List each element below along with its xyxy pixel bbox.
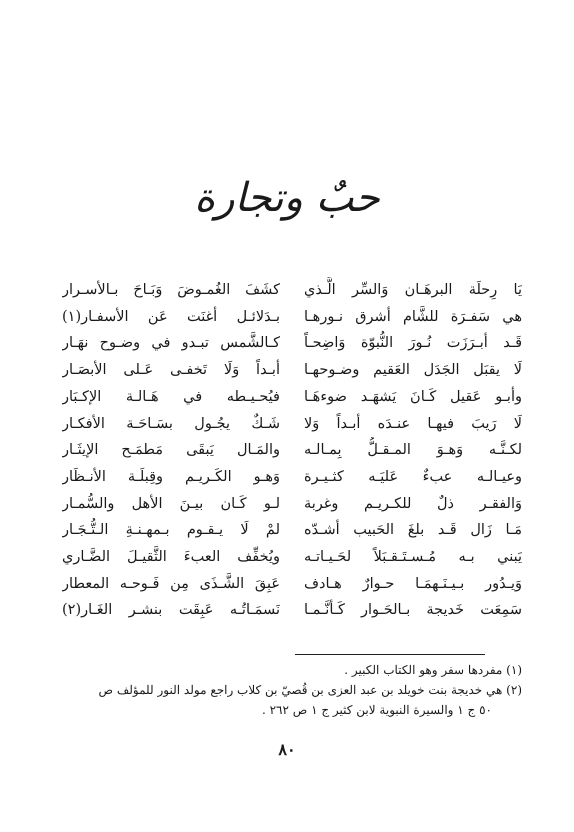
footnotes (56, 660, 522, 720)
verse-line (62, 544, 522, 571)
verse-line (62, 277, 522, 304)
verse-line (62, 411, 522, 438)
verse-first-hemistich: وأبـو عَقيل كَـانَ يَشهَـد ضوءهَـا (304, 388, 522, 405)
verse-second-hemistich: فيُحـيـطه في هَـالـة الإكـبَار (62, 388, 280, 405)
footnote-2: (٢) هي خديجة بنت خويلد بن عبد العزى بن قُصيّ بن كلاب راجع مولد النور للمؤلف ص (98, 683, 522, 697)
verse-second-hemistich: لمْ لَا يـقـوم بـمهـنـةِ الـتُّـجَـار (62, 522, 280, 539)
poem-body (62, 277, 522, 637)
verse-line (62, 597, 522, 624)
verse-first-hemistich: لَا يقبَل الجَدَل العَقيم وضـوحهـا (304, 362, 522, 379)
verse-second-hemistich: كـالشَّمس تبـدو في وضـوح نهَـار (62, 335, 280, 352)
verse-second-hemistich: وَهـو الكَـريـم وقِبلَـة الأنـظَار (62, 468, 280, 485)
verse-first-hemistich: وَيـدُور بـيـنَـهمَـا حـوارٌ هـادف (304, 575, 522, 592)
verse-line (62, 517, 522, 544)
verse-line (62, 491, 522, 518)
verse-second-hemistich: والمَـال يَبقَى مَطمَـح الإيثَـار (62, 442, 280, 459)
verse-first-hemistich: لكـنَّـه وَهـوَ المـقـلُّ بِمـالـه (304, 442, 522, 459)
verse-second-hemistich: لـو كَـان بيـنَ الأهل والسُّمـار (62, 495, 280, 512)
poem-title: حبٌ وتجارة (194, 175, 380, 221)
verse-first-hemistich: يَا رِحلَة البرهَـان وَالسِّر الَّـذي (304, 282, 522, 298)
verse-first-hemistich: لَا رَيبَ فيهـا عنـدَه أبـداً وَلا (304, 415, 522, 432)
verse-line (62, 437, 522, 464)
verse-first-hemistich: وَالفقـر ذلٌ للكـريـم وغربة (304, 495, 522, 512)
verse-line (62, 384, 522, 411)
verse-first-hemistich: سَمِعَت خَديجة بـالحَـوار كَـأنَّـمـا (304, 602, 522, 619)
verse-line (62, 464, 522, 491)
verse-second-hemistich: شَـكٌ يجُـول بسَـاحَـة الأفكـار (62, 415, 280, 432)
verse-second-hemistich: كشَفَ الغُمـوضَ وَبَـاحَ بـالأسـرار (62, 282, 280, 298)
footnote-1: (١) مفردها سفر وهو الكتاب الكبير . (344, 663, 522, 677)
page-number: ٨٠ (278, 740, 296, 759)
verse-second-hemistich: عَبِقَ الشَّـذَى مِن فَـوحـه المعطار (62, 575, 280, 592)
verse-first-hemistich: مَـا زَال قَـد بلغَ الحَبيب أشـدّه (304, 522, 522, 539)
footnote-2-continuation: ٥٠ ج ١ والسيرة النبوية لابن كثير ج ١ ص ٢٦٢ . (261, 703, 492, 717)
verse-line (62, 357, 522, 384)
verse-second-hemistich: ويُخفِّف العبءَ الثَّقيـلَ الضَّـاري (62, 549, 280, 565)
verse-first-hemistich: هي سَفـرَة للشَّام أشرق نـورهـا (304, 308, 522, 325)
verse-second-hemistich: نَسمَـاتُـه عَبِقَت بنشـر الغَـار(٢) (62, 602, 280, 619)
verse-second-hemistich: أبـداً وَلَا تَخفـى عَـلى الأبصَـار (62, 362, 280, 379)
verse-line (62, 304, 522, 331)
verse-first-hemistich: يَبني بـه مُـسـتَـقـبَلاً لحَـيـاتـه (304, 549, 522, 565)
verse-second-hemistich: بـدَلائـل أغنَت عَن الأسفـار(١) (62, 308, 280, 325)
footnote-divider (295, 654, 485, 655)
verse-first-hemistich: وعيـالـه عبءٌ عَليَـه كثـيـرة (304, 468, 522, 485)
verse-line (62, 571, 522, 598)
verse-first-hemistich: قَـد أبـرَزَت نُـورَ النُّبوّة وَاضِحـاً (304, 335, 522, 352)
verse-line (62, 330, 522, 357)
